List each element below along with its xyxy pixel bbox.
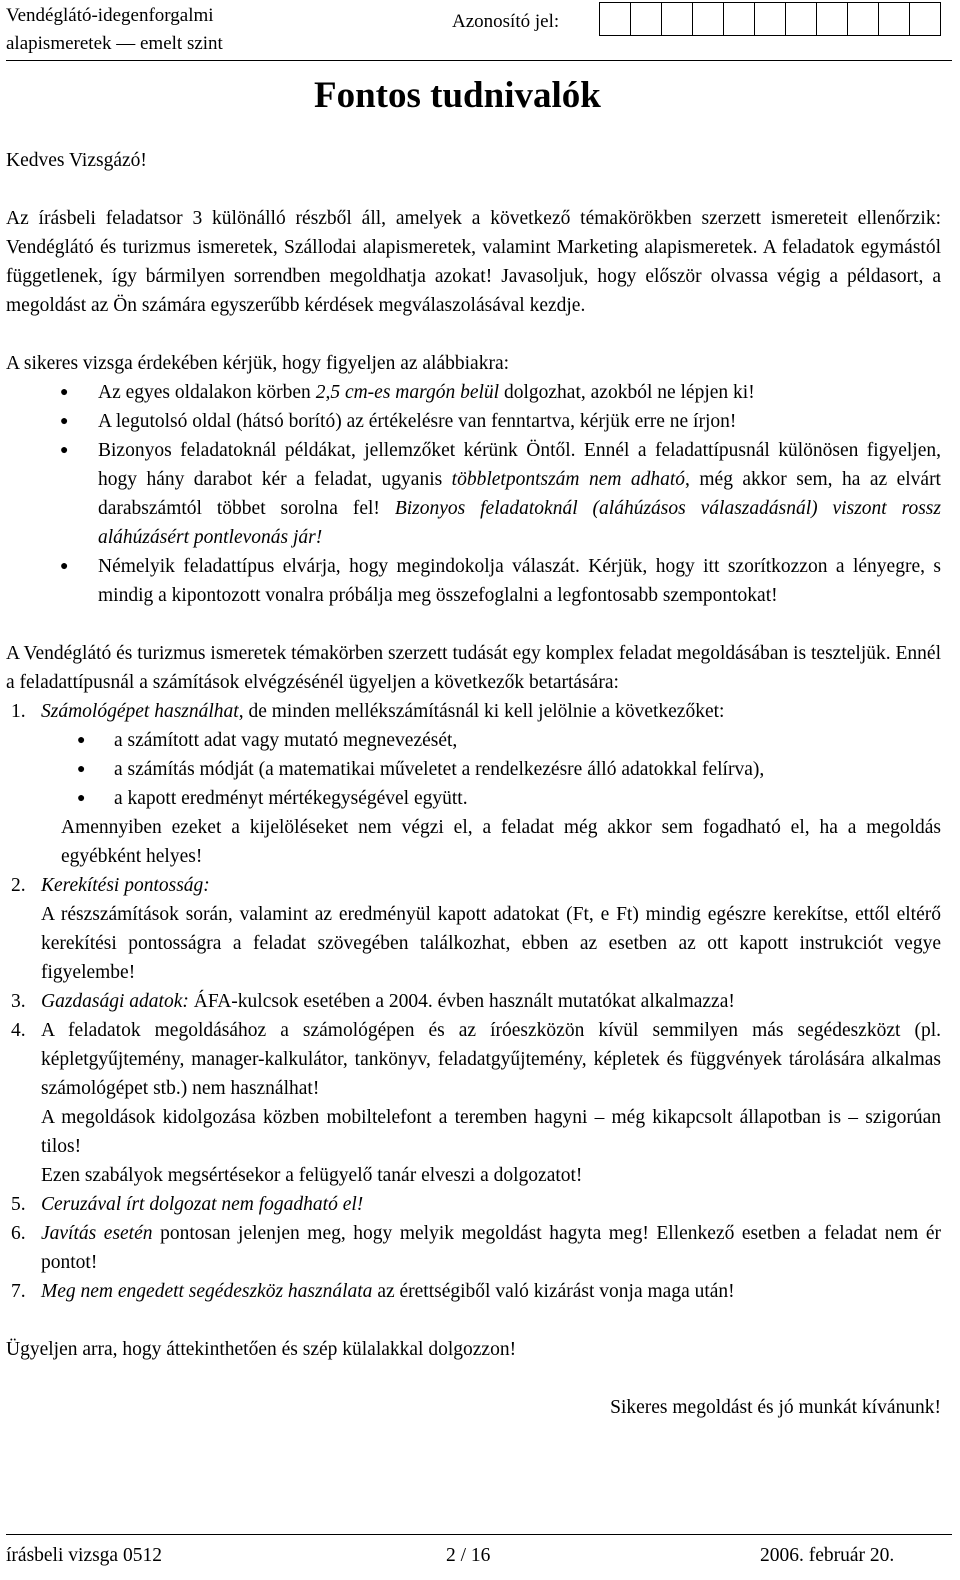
note: Amennyiben ezeket a kijelöléseket nem végzi el, a feladat még akkor sem fogadható el, ha a megoldás egyébként helyes!	[61, 817, 941, 867]
id-box[interactable]	[909, 2, 941, 36]
page-title: Fontos tudnivalók	[314, 75, 601, 116]
list-item: ● Az egyes oldalakon körben 2,5 cm-es margón belül dolgozhat, azokból ne lépjen ki!	[6, 378, 941, 407]
id-box[interactable]	[723, 2, 755, 36]
footer-exam-code: írásbeli vizsga 0512	[6, 1545, 162, 1566]
list-item: ● a számítás módját (a matematikai műveletet a rendelkezésre álló adatokkal felírva),	[41, 755, 941, 784]
rules-intro: A sikeres vizsga érdekében kérjük, hogy figyeljen az alábbiakra:	[6, 353, 510, 374]
id-box[interactable]	[630, 2, 662, 36]
header-rule	[6, 60, 952, 61]
main-content	[6, 146, 941, 1422]
list-item: ● a számított adat vagy mutató megnevezését,	[41, 726, 941, 755]
id-box[interactable]	[599, 2, 631, 36]
sub-list	[41, 726, 941, 813]
list-item: ● Némelyik feladattípus elvárja, hogy megindokolja válaszát. Kérjük, hogy itt szorítkozzon a lényegre, s mindig a kipontozott vonalra próbálja meg összefoglalni a legfontosabb szempontokat!	[6, 552, 941, 610]
signoff: Sikeres megoldást és jó munkát kívánunk!	[610, 1397, 941, 1418]
list-item: 5. Ceruzával írt dolgozat nem fogadható el!	[11, 1194, 364, 1215]
list-item: 7. Meg nem engedett segédeszköz használata az érettségiből való kizárást vonja maga után!	[11, 1281, 735, 1302]
complex-intro: A Vendéglátó és turizmus ismeretek témakörben szerzett tudását egy komplex feladat megoldásában is teszteljük. Ennél a feladattípusnál a számítások elvégzésénél ügyeljen a következők betartására:	[6, 643, 941, 693]
list-item: 2. Kerekítési pontosság: A részszámítások során, valamint az eredményül kapott adatokat (Ft, e Ft) mindig egészre kerekítse, ettől eltérő kerekítési pontosságra a feladat szövegében találkozhat, ebben az esetben az ott kapott instrukciót vegye figyelembe!	[11, 875, 941, 983]
id-box[interactable]	[816, 2, 848, 36]
id-box[interactable]	[692, 2, 724, 36]
id-box[interactable]	[878, 2, 910, 36]
id-boxes[interactable]	[600, 2, 941, 36]
list-item: 6. Javítás esetén pontosan jelenjen meg, hogy melyik megoldást hagyta meg! Ellenkező esetben a feladat nem ér pontot!	[11, 1223, 941, 1273]
list-item: 3. Gazdasági adatok: ÁFA-kulcsok esetében a 2004. évben használt mutatókat alkalmazza!	[11, 991, 735, 1012]
list-item: ● a kapott eredményt mértékegységével együtt.	[41, 784, 941, 813]
list-item: 4. A feladatok megoldásához a számológépen és az íróeszközön kívül semmilyen más segédeszközt (pl. képletgyűjtemény, manager-kalkulátor, tankönyv, feladatgyűjtemény, képletek és függvények tárolására alkalmas számológépet stb.) nem használhat! A megoldások kidolgozása közben mobiltelefont a teremben hagyni – még kikapcsolt állapotban is – szigorúan tilos! Ezen szabályok megsértésekor a felügyelő tanár elveszi a dolgozatot!	[11, 1020, 941, 1186]
id-label: Azonosító jel:	[452, 11, 560, 32]
id-box[interactable]	[847, 2, 879, 36]
id-box[interactable]	[661, 2, 693, 36]
page-footer	[6, 1534, 952, 1575]
calc-rules-list	[6, 697, 941, 1306]
list-item: 1. Számológépet használhat, de minden mellékszámításnál ki kell jelölnie a következőket: ● a számított adat vagy mutató megnevezését, ● a számítás módját (a matematikai műveletet a rendelkezésre álló adatokkal felírva), ● a kapott eredményt mértékegységével együtt. Amennyiben ezeket a kijelöléseket nem végzi el, a feladat még akkor sem fogadható el, ha a megoldás egyébként helyes!	[6, 697, 941, 871]
list-item: ● Bizonyos feladatoknál példákat, jellemzőket kérünk Öntől. Ennél a feladattípusnál különösen figyeljen, hogy hány darabot kér a feladat, ugyanis többletpontszám nem adható, még akkor sem, ha az elvárt darabszámtól többet sorolna fel! Bizonyos feladatoknál (aláhúzásos válaszadásnál) viszont rossz aláhúzásért pontlevonás jár!	[6, 436, 941, 552]
greeting: Kedves Vizsgázó!	[6, 150, 147, 171]
intro-paragraph: Az írásbeli feladatsor 3 különálló részből áll, amelyek a következő témakörökben szerzett ismereteit ellenőrzik: Vendéglátó és turizmus ismeretek, Szállodai alapismeretek, valamint Marketing alapismeretek. A feladatok egymástól függetlenek, így bármilyen sorrendben megoldhatja azokat! Javasoljuk, hogy először olvassa végig a példasort, a megoldást az Ön számára egyszerűbb kérdések megválaszolásával kezdje.	[6, 208, 941, 316]
id-box[interactable]	[785, 2, 817, 36]
rules-list	[6, 378, 941, 610]
footer-page-number: 2 / 16	[446, 1545, 491, 1566]
list-item: ● A legutolsó oldal (hátsó borító) az értékelésre van fenntartva, kérjük erre ne írjon!	[6, 407, 941, 436]
header-subject-line2: alapismeretek — emelt szint	[6, 33, 223, 54]
header-subject	[6, 2, 223, 58]
header-subject-line1: Vendéglátó-idegenforgalmi	[6, 5, 214, 26]
id-box[interactable]	[754, 2, 786, 36]
closing-note: Ügyeljen arra, hogy áttekinthetően és szép külalakkal dolgozzon!	[6, 1339, 517, 1360]
footer-date: 2006. február 20.	[760, 1545, 895, 1566]
